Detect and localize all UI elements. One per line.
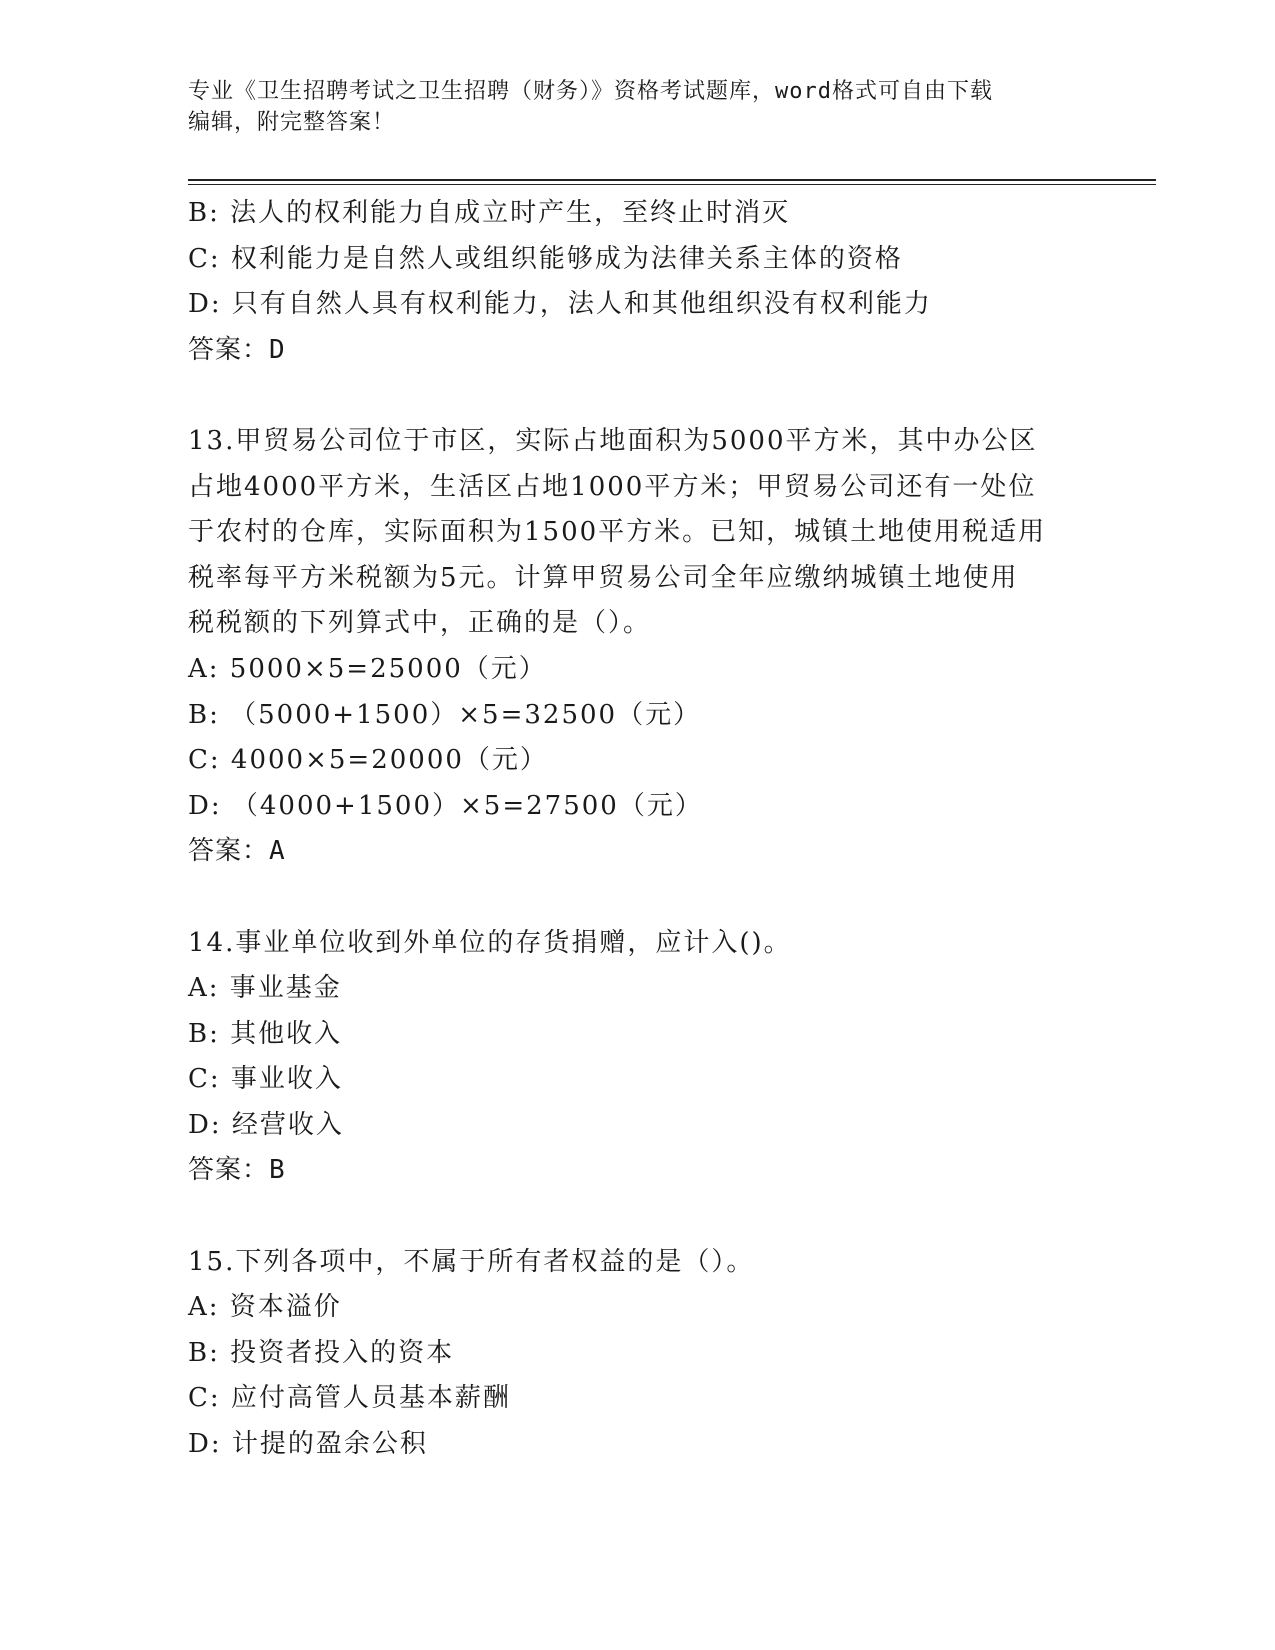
header-divider-thin <box>188 184 1156 185</box>
stem-line: 13.甲贸易公司位于市区，实际占地面积为5000平方米，其中办公区 <box>188 425 1038 456</box>
option-a: A: 资本溢价 <box>188 1292 342 1323</box>
option-b: B: 其他收入 <box>188 1018 343 1049</box>
stem-line: 税税额的下列算式中，正确的是（）。 <box>188 608 652 639</box>
option-d: D: 计提的盈余公积 <box>188 1429 428 1460</box>
option-d: D: 经营收入 <box>188 1109 344 1140</box>
option-b: B: （5000+1500）×5=32500（元） <box>188 699 702 730</box>
option-b: B: 法人的权利能力自成立时产生，至终止时消灭 <box>188 198 791 228</box>
option-c: C: 4000×5=20000（元） <box>188 745 548 776</box>
option-d: D: 只有自然人具有权利能力，法人和其他组织没有权利能力 <box>188 289 932 320</box>
question-13 <box>188 419 1088 875</box>
header-line-2: 编辑，附完整答案！ <box>188 110 396 135</box>
option-a: A: 事业基金 <box>188 973 342 1004</box>
stem-line: 税率每平方米税额为5元。计算甲贸易公司全年应缴纳城镇土地使用 <box>188 562 1019 593</box>
answer-line: 答案：B <box>188 1155 286 1186</box>
question-14 <box>188 921 1088 1195</box>
question-stem: 15.下列各项中，不属于所有者权益的是（）。 <box>188 1246 755 1277</box>
answer-line: 答案：A <box>188 836 286 867</box>
question-stem: 14.事业单位收到外单位的存货捐赠，应计入()。 <box>188 927 792 958</box>
option-b: B: 投资者投入的资本 <box>188 1337 455 1368</box>
option-c: C: 事业收入 <box>188 1064 343 1095</box>
option-d: D: （4000+1500）×5=27500（元） <box>188 790 703 821</box>
option-c: C: 权利能力是自然人或组织能够成为法律关系主体的资格 <box>188 243 903 274</box>
stem-line: 于农村的仓库，实际面积为1500平方米。已知，城镇土地使用税适用 <box>188 517 1047 548</box>
option-a: A: 5000×5=25000（元） <box>188 653 547 684</box>
header-divider <box>188 179 1156 181</box>
stem-line: 占地4000平方米，生活区占地1000平方米；甲贸易公司还有一处位 <box>188 471 1037 502</box>
answer-line: 答案：D <box>188 334 286 365</box>
header-line-1: 专业《卫生招聘考试之卫生招聘（财务）》资格考试题库，word格式可自由下载 <box>188 79 993 104</box>
question-15 <box>188 1240 1088 1468</box>
option-c: C: 应付高管人员基本薪酬 <box>188 1383 511 1414</box>
document-header <box>188 76 1088 138</box>
question-12-tail <box>188 191 1088 373</box>
document-body <box>188 191 1088 1468</box>
question-stem <box>188 419 1088 647</box>
